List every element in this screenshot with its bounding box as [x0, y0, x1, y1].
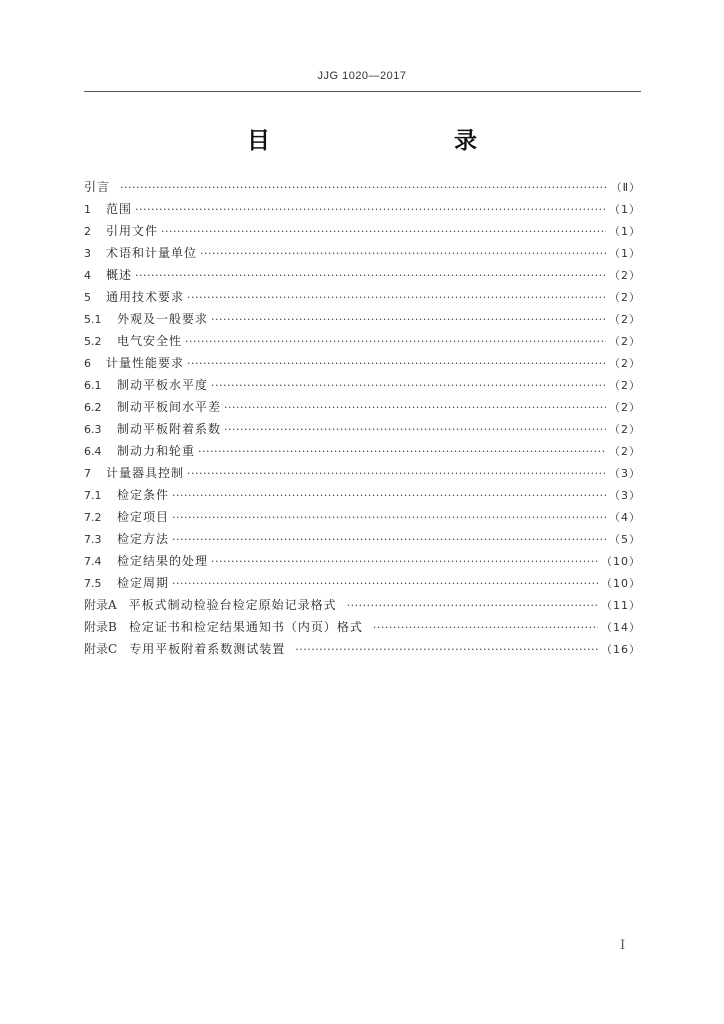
- toc-entry-number: 4: [84, 269, 91, 282]
- toc-entry-5-1[interactable]: [84, 308, 641, 330]
- toc-entry-number: 6: [84, 357, 91, 370]
- toc-entry-label: 检定周期: [117, 576, 170, 590]
- toc-entry-label: 计量器具控制: [106, 466, 185, 480]
- page-title: 目 录: [247, 127, 523, 154]
- toc-entry-number: 5.2: [84, 335, 102, 348]
- toc-entry-page: （3）: [609, 489, 641, 502]
- toc-entry-page: （10）: [601, 577, 641, 590]
- toc-entry-introduction[interactable]: [84, 176, 641, 198]
- toc-entry-page: （10）: [601, 555, 641, 568]
- toc-entry-number: 2: [84, 225, 91, 238]
- toc-entry-label: 制动平板附着系数: [117, 422, 222, 436]
- toc-entry-number: 6.4: [84, 445, 102, 458]
- dot-leader: [211, 551, 598, 573]
- dot-leader: [135, 265, 606, 287]
- dot-leader: [198, 441, 606, 463]
- page-number: I: [620, 938, 626, 953]
- toc-entry-page: （1）: [609, 203, 641, 216]
- dot-leader: [172, 485, 606, 507]
- toc-entry-5[interactable]: [84, 286, 641, 308]
- toc-entry-7-4[interactable]: [84, 550, 641, 572]
- toc-entry-number: 附录B: [84, 620, 117, 634]
- dot-leader: [172, 573, 598, 595]
- toc-entry-page: （Ⅱ）: [610, 181, 641, 194]
- toc-entry-6-4[interactable]: [84, 440, 641, 462]
- toc-entry-6-1[interactable]: [84, 374, 641, 396]
- toc-entry-6-2[interactable]: [84, 396, 641, 418]
- toc-entry-7-3[interactable]: [84, 528, 641, 550]
- toc-entry-label: 通用技术要求: [106, 290, 185, 304]
- toc-entry-label: 术语和计量单位: [106, 246, 198, 260]
- toc-entry-appendix-a[interactable]: [84, 594, 641, 616]
- dot-leader: [211, 375, 606, 397]
- dot-leader: [200, 243, 606, 265]
- toc-entry-4[interactable]: [84, 264, 641, 286]
- dot-leader: [211, 309, 606, 331]
- toc-entry-number: 1: [84, 203, 91, 216]
- dot-leader: [161, 221, 606, 243]
- toc-entry-label: 检定证书和检定结果通知书（内页）格式: [128, 620, 363, 634]
- toc-entry-label: 检定结果的处理: [117, 554, 209, 568]
- dot-leader: [224, 419, 606, 441]
- toc-entry-number: 6.1: [84, 379, 102, 392]
- toc-entry-page: （1）: [609, 225, 641, 238]
- toc-entry-page: （2）: [609, 401, 641, 414]
- toc-entry-6[interactable]: [84, 352, 641, 374]
- toc-entry-number: 7.1: [84, 489, 102, 502]
- toc-entry-5-2[interactable]: [84, 330, 641, 352]
- toc-entry-label: 外观及一般要求: [117, 312, 209, 326]
- toc-entry-appendix-b[interactable]: [84, 616, 641, 638]
- toc-entry-label: 检定方法: [117, 532, 170, 546]
- toc-entry-number: 7.4: [84, 555, 102, 568]
- toc-entry-number: 附录C: [84, 642, 118, 656]
- toc-entry-1[interactable]: [84, 198, 641, 220]
- toc-entry-label: 引用文件: [106, 224, 159, 238]
- toc-entry-label: 检定项目: [117, 510, 170, 524]
- table-of-contents: [84, 176, 641, 660]
- toc-entry-page: （4）: [609, 511, 641, 524]
- toc-entry-number: 3: [84, 247, 91, 260]
- dot-leader: [224, 397, 606, 419]
- toc-entry-label: 制动力和轮重: [117, 444, 196, 458]
- toc-entry-7-2[interactable]: [84, 506, 641, 528]
- toc-entry-number: 7.3: [84, 533, 102, 546]
- dot-leader: [185, 331, 606, 353]
- toc-entry-label: 检定条件: [117, 488, 170, 502]
- toc-entry-label: 概述: [106, 268, 133, 282]
- toc-entry-6-3[interactable]: [84, 418, 641, 440]
- toc-entry-number: 7.5: [84, 577, 102, 590]
- dot-leader: [187, 287, 606, 309]
- dot-leader: [187, 463, 606, 485]
- toc-entry-number: 7.2: [84, 511, 102, 524]
- toc-entry-number: 6.2: [84, 401, 102, 414]
- dot-leader: [347, 595, 598, 617]
- toc-entry-page: （2）: [609, 313, 641, 326]
- toc-entry-label: 专用平板附着系数测试装置: [129, 642, 286, 656]
- toc-entry-label: 计量性能要求: [106, 356, 185, 370]
- toc-entry-page: （14）: [601, 621, 641, 634]
- toc-entry-number: 5.1: [84, 313, 102, 326]
- toc-entry-page: （16）: [601, 643, 641, 656]
- toc-entry-appendix-c[interactable]: [84, 638, 641, 660]
- dot-leader: [172, 529, 606, 551]
- dot-leader: [373, 617, 598, 639]
- toc-entry-7-5[interactable]: [84, 572, 641, 594]
- toc-entry-page: （1）: [609, 247, 641, 260]
- toc-entry-label: 制动平板间水平差: [117, 400, 222, 414]
- toc-entry-number: 5: [84, 291, 91, 304]
- toc-entry-number: 7: [84, 467, 91, 480]
- toc-entry-label: 引言: [84, 180, 111, 194]
- document-code: JJG 1020—2017: [317, 70, 407, 82]
- toc-entry-number: 附录A: [84, 598, 117, 612]
- toc-entry-label: 制动平板水平度: [117, 378, 209, 392]
- toc-entry-page: （2）: [609, 269, 641, 282]
- toc-entry-page: （2）: [609, 357, 641, 370]
- dot-leader: [295, 639, 598, 661]
- dot-leader: [120, 177, 608, 199]
- toc-entry-page: （2）: [609, 423, 641, 436]
- header-divider: [84, 91, 641, 92]
- dot-leader: [135, 199, 606, 221]
- toc-entry-3[interactable]: [84, 242, 641, 264]
- toc-entry-page: （2）: [609, 335, 641, 348]
- toc-entry-page: （11）: [601, 599, 641, 612]
- toc-entry-label: 范围: [106, 202, 133, 216]
- toc-entry-page: （5）: [609, 533, 641, 546]
- toc-entry-7[interactable]: [84, 462, 641, 484]
- dot-leader: [187, 353, 606, 375]
- toc-entry-page: （2）: [609, 291, 641, 304]
- toc-entry-7-1[interactable]: [84, 484, 641, 506]
- toc-entry-number: 6.3: [84, 423, 102, 436]
- toc-entry-2[interactable]: [84, 220, 641, 242]
- toc-entry-label: 平板式制动检验台检定原始记录格式: [128, 598, 337, 612]
- dot-leader: [172, 507, 606, 529]
- toc-entry-label: 电气安全性: [117, 334, 183, 348]
- toc-entry-page: （2）: [609, 445, 641, 458]
- toc-entry-page: （2）: [609, 379, 641, 392]
- toc-entry-page: （3）: [609, 467, 641, 480]
